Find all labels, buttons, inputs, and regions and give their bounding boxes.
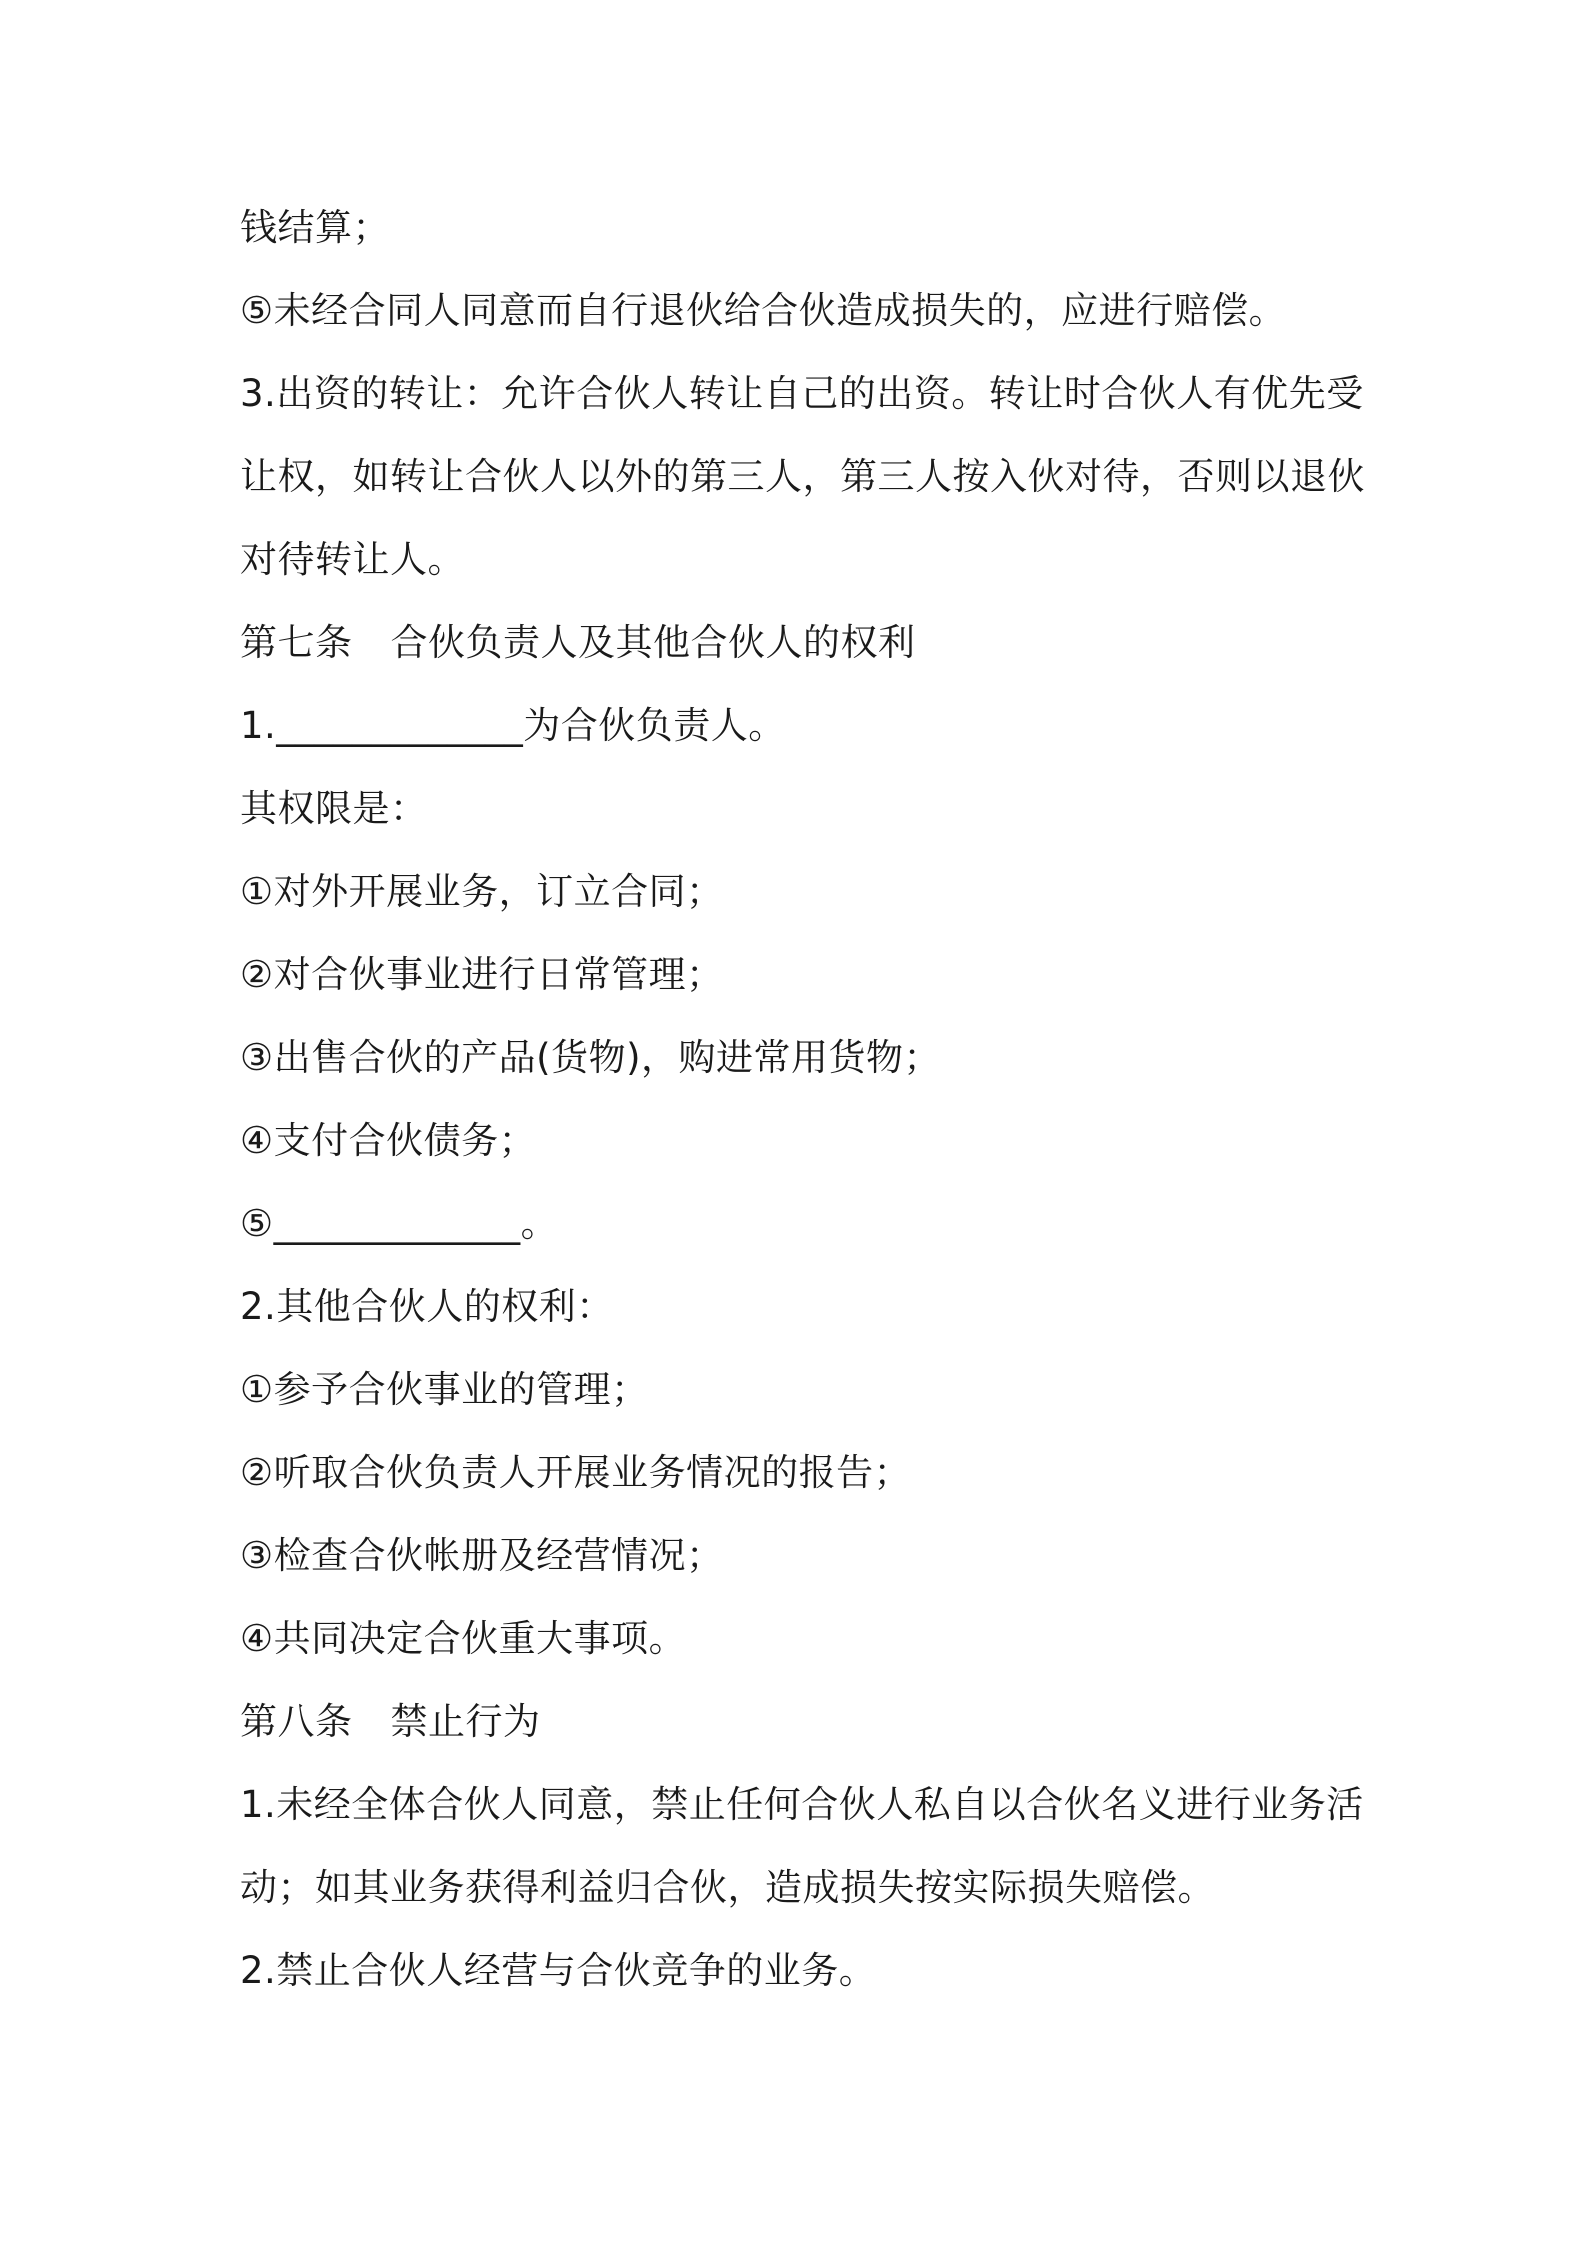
list-item: ⑤_____________。 bbox=[240, 1202, 559, 1245]
list-item: ③出售合伙的产品(货物)，购进常用货物； bbox=[240, 1036, 942, 1079]
list-item: ②对合伙事业进行日常管理； bbox=[240, 953, 724, 996]
text-line: 对待转让人。 bbox=[240, 538, 465, 581]
article-heading bbox=[240, 1680, 1360, 1763]
list-item: ①参予合伙事业的管理； bbox=[240, 1368, 649, 1411]
article-title: 合伙负责人及其他合伙人的权利 bbox=[390, 621, 916, 664]
text-line: 让权，如转让合伙人以外的第三人，第三人按入伙对待，否则以退伙 bbox=[240, 455, 1365, 498]
list-item: ③检查合伙帐册及经营情况； bbox=[240, 1534, 724, 1577]
article-number: 第七条 bbox=[240, 621, 353, 664]
text-line: 3.出资的转让：允许合伙人转让自己的出资。转让时合伙人有优先受 bbox=[240, 372, 1364, 415]
article-title: 禁止行为 bbox=[390, 1700, 541, 1743]
text-line: 2.其他合伙人的权利： bbox=[240, 1285, 614, 1328]
document-body bbox=[240, 186, 1365, 2012]
text-line: 2.禁止合伙人经营与合伙竞争的业务。 bbox=[240, 1949, 877, 1992]
text-line: 1.未经全体合伙人同意，禁止任何合伙人私自以合伙名义进行业务活 bbox=[240, 1783, 1364, 1826]
text-line: 钱结算； bbox=[240, 206, 390, 249]
text-line: 1._____________为合伙负责人。 bbox=[240, 704, 786, 747]
list-item: ②听取合伙负责人开展业务情况的报告； bbox=[240, 1451, 912, 1494]
article-number: 第八条 bbox=[240, 1700, 353, 1743]
text-line: 动；如其业务获得利益归合伙，造成损失按实际损失赔偿。 bbox=[240, 1866, 1215, 1909]
list-item: ④支付合伙债务； bbox=[240, 1119, 537, 1162]
list-item: ①对外开展业务，订立合同； bbox=[240, 870, 724, 913]
text-line: 其权限是： bbox=[240, 787, 428, 830]
article-heading bbox=[240, 601, 1360, 684]
text-line: ⑤未经合同人同意而自行退伙给合伙造成损失的，应进行赔偿。 bbox=[240, 289, 1287, 332]
list-item: ④共同决定合伙重大事项。 bbox=[240, 1617, 687, 1660]
